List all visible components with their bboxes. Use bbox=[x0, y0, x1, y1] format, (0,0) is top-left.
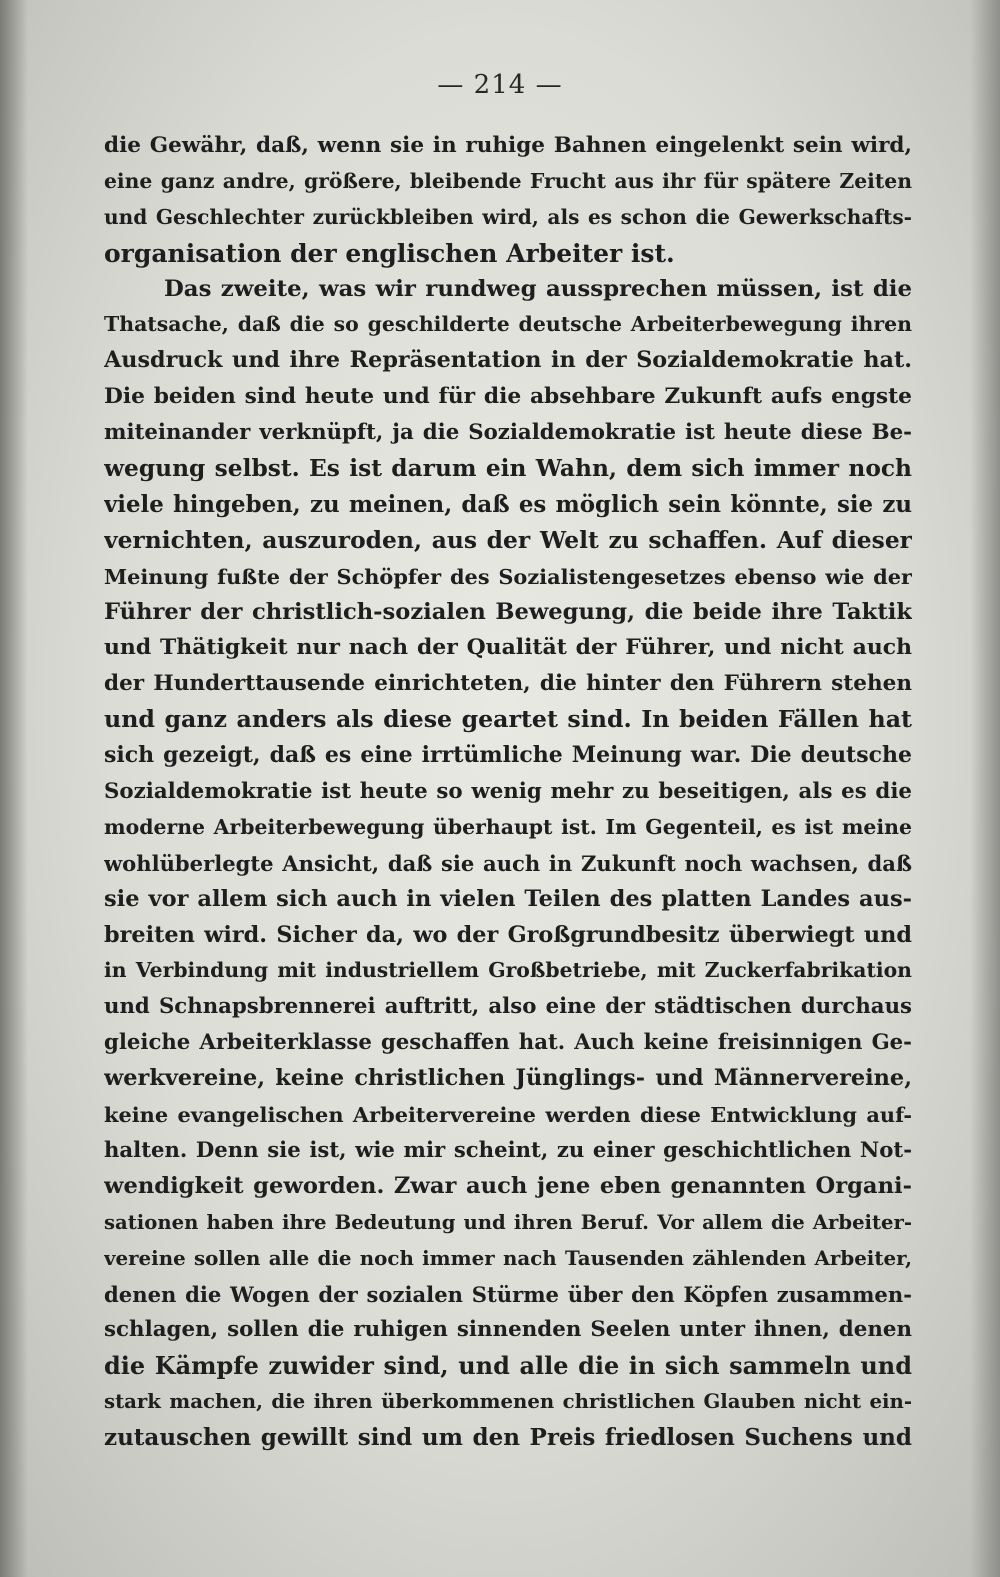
text-line: eine ganz andre, größere, bleibende Frucht aus ihr für spätere Zeiten bbox=[104, 168, 912, 193]
text-line: sie vor allem sich auch in vielen Teilen des platten Landes aus- bbox=[104, 885, 912, 912]
text-line: wegung selbst. Es ist darum ein Wahn, dem sich immer noch bbox=[104, 455, 912, 483]
text-line: zutauschen gewillt sind um den Preis friedlosen Suchens und bbox=[104, 1424, 912, 1452]
body-text bbox=[104, 128, 912, 1456]
text-line: sationen haben ihre Bedeutung und ihren Beruf. Vor allem die Arbeiter- bbox=[104, 1210, 912, 1234]
text-line: wendigkeit geworden. Zwar auch jene eben genannten Organi- bbox=[104, 1172, 912, 1199]
text-line: und Geschlechter zurückbleiben wird, als es schon die Gewerkschafts- bbox=[104, 204, 912, 229]
text-line: keine evangelischen Arbeitervereine werden diese Entwicklung auf- bbox=[104, 1102, 912, 1128]
text-line: miteinander verknüpft, ja die Sozialdemokratie ist heute diese Be- bbox=[104, 420, 912, 446]
text-line: und ganz anders als diese geartet sind. In beiden Fällen hat bbox=[104, 705, 912, 734]
text-line: Führer der christlich-sozialen Bewegung, die beide ihre Taktik bbox=[104, 598, 912, 625]
text-line: Thatsache, daß die so geschilderte deutsche Arbeiterbewegung ihren bbox=[104, 312, 912, 337]
text-line: Das zweite, was wir rundweg aussprechen müssen, ist die bbox=[164, 275, 912, 302]
text-line: Die beiden sind heute und für die absehbare Zukunft aufs engste bbox=[104, 384, 912, 410]
text-line: wohlüberlegte Ansicht, daß sie auch in Zukunft noch wachsen, daß bbox=[104, 850, 912, 876]
text-line: sich gezeigt, daß es eine irrtümliche Meinung war. Die deutsche bbox=[104, 742, 912, 769]
text-line: breiten wird. Sicher da, wo der Großgrundbesitz überwiegt und bbox=[104, 921, 912, 948]
text-line: viele hingeben, zu meinen, daß es möglich sein könnte, sie zu bbox=[104, 490, 912, 518]
text-line: und Schnapsbrennerei auftritt, also eine der städtischen durchaus bbox=[104, 994, 912, 1020]
text-line: denen die Wogen der sozialen Stürme über den Köpfen zusammen- bbox=[104, 1281, 912, 1307]
page-right-edge-shadow bbox=[970, 0, 1000, 1577]
text-line: die Gewähr, daß, wenn sie in ruhige Bahnen eingelenkt sein wird, bbox=[104, 133, 912, 158]
text-line: Meinung fußte der Schöpfer des Sozialistengesetzes ebenso wie der bbox=[104, 563, 912, 589]
text-line: halten. Denn sie ist, wie mir scheint, zu einer geschichtlichen Not- bbox=[104, 1137, 912, 1163]
page-left-edge-shadow bbox=[0, 0, 28, 1577]
text-line: werkvereine, keine christlichen Jünglings- und Männervereine, bbox=[104, 1065, 912, 1092]
text-line: und Thätigkeit nur nach der Qualität der Führer, und nicht auch bbox=[104, 634, 912, 661]
text-line: schlagen, sollen die ruhigen sinnenden Seelen unter ihnen, denen bbox=[104, 1317, 912, 1343]
text-line: der Hunderttausende einrichteten, die hinter den Führern stehen bbox=[104, 671, 912, 697]
page-number: — 214 — bbox=[437, 70, 563, 100]
text-line: stark machen, die ihren überkommenen christlichen Glauben nicht ein- bbox=[104, 1390, 912, 1414]
text-line: moderne Arbeiterbewegung überhaupt ist. Im Gegenteil, es ist meine bbox=[104, 814, 912, 839]
text-line: organisation der englischen Arbeiter ist. bbox=[104, 238, 675, 268]
text-line: vereine sollen alle die noch immer nach Tausenden zählenden Arbeiter, bbox=[104, 1245, 912, 1270]
text-line: in Verbindung mit industriellem Großbetriebe, mit Zuckerfabrikation bbox=[104, 958, 912, 983]
text-line: die Kämpfe zuwider sind, und alle die in sich sammeln und bbox=[104, 1351, 912, 1381]
text-line: vernichten, auszuroden, aus der Welt zu schaffen. Auf dieser bbox=[104, 525, 912, 554]
text-line: gleiche Arbeiterklasse geschaffen hat. Auch keine freisinnigen Ge- bbox=[104, 1030, 912, 1056]
text-line: Sozialdemokratie ist heute so wenig mehr zu beseitigen, als es die bbox=[104, 779, 912, 805]
text-line: Ausdruck und ihre Repräsentation in der Sozialdemokratie hat. bbox=[104, 347, 912, 374]
